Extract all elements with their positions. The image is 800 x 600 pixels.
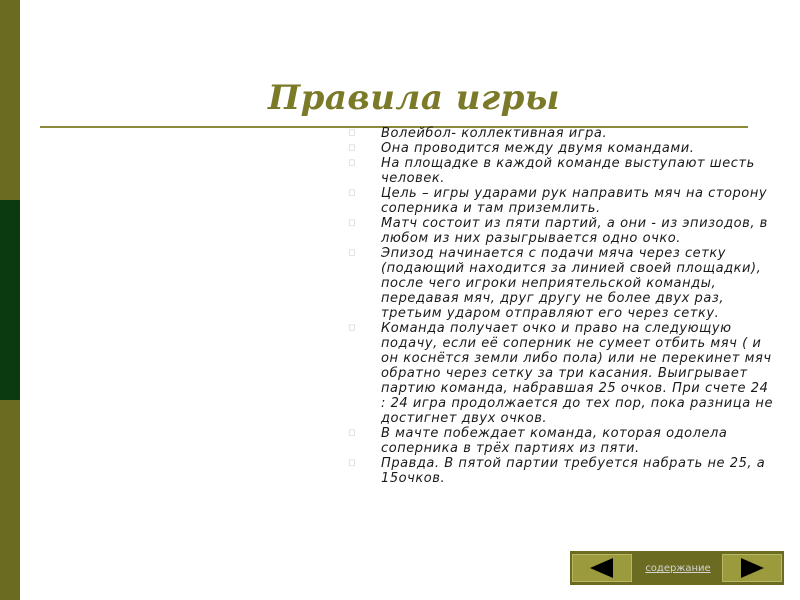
bullet-icon: ◻	[348, 158, 357, 168]
triangle-right-icon	[723, 555, 781, 581]
list-item: ◻ Она проводится между двумя командами.	[348, 141, 695, 156]
list-item: ◻ Команда получает очко и право на следующую подачу, если её соперник не сумеет отбить мяч ( и он коснётся земли либо пола) или не перекинет мяч обратно через сетку за три касания. Выигрывает партию команда, набравшая 25 очков. При счете 24 : 24 игра продолжается до тех пор, пока разница не достигнет двух очков.	[348, 321, 773, 426]
triangle-left-icon	[573, 555, 631, 581]
left-bar-top-segment	[0, 0, 20, 200]
navigation-bar	[570, 551, 784, 585]
bullet-icon: ◻	[348, 248, 357, 258]
bullet-icon: ◻	[348, 458, 357, 468]
slide-title: Правила игры	[268, 78, 560, 118]
list-item: ◻ В мачте побеждает команда, которая одолела соперника в трёх партиях из пяти.	[348, 426, 728, 456]
list-item: ◻ На площадке в каждой команде выступают шесть человек.	[348, 156, 755, 186]
list-item: ◻ Правда. В пятой партии требуется набрать не 25, а 15очков.	[348, 456, 766, 486]
list-item: ◻ Эпизод начинается с подачи мяча через сетку (подающий находится за линией своей площадки), после чего игроки неприятельской команды, передавая мяч, друг другу не более двух раз, третьим ударом отправляют его через сетку.	[348, 246, 762, 321]
contents-link[interactable]: содержание	[645, 563, 711, 574]
back-button[interactable]	[572, 554, 632, 582]
bullet-icon: ◻	[348, 218, 357, 228]
bullet-icon: ◻	[348, 323, 357, 333]
forward-button[interactable]	[722, 554, 782, 582]
list-item: ◻ Матч состоит из пяти партий, а они - из эпизодов, в любом из них разыгрывается одно очко.	[348, 216, 768, 246]
list-item: ◻ Волейбол- коллективная игра.	[348, 126, 608, 141]
left-bar-bottom-segment	[0, 400, 20, 600]
left-bar-middle-segment	[0, 200, 20, 400]
list-item: ◻ Цель – игры ударами рук направить мяч на сторону соперника и там приземлить.	[348, 186, 768, 216]
left-decorative-bar	[0, 0, 20, 600]
bullet-icon: ◻	[348, 428, 357, 438]
bullet-icon: ◻	[348, 188, 357, 198]
rules-list	[348, 126, 778, 486]
bullet-icon: ◻	[348, 143, 357, 153]
bullet-icon: ◻	[348, 128, 357, 138]
